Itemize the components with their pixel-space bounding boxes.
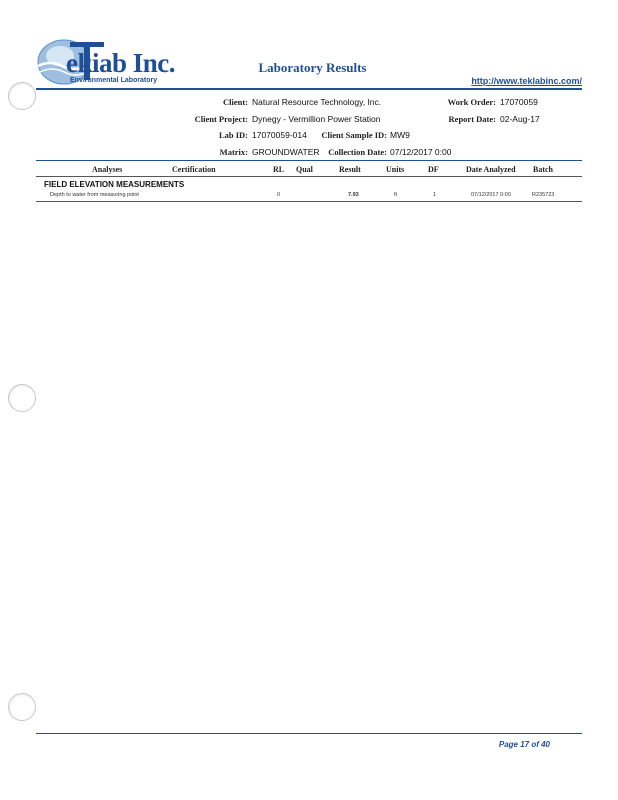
collection-date-label: Collection Date:: [328, 147, 387, 157]
client-sample-id-value: MW9: [390, 130, 410, 140]
column-header-date-analyzed: Date Analyzed: [466, 165, 516, 174]
lab-id-value: 17070059-014: [252, 130, 307, 140]
matrix-value: GROUNDWATER: [252, 147, 320, 157]
matrix-label: Matrix:: [219, 147, 248, 157]
work-order-value: 17070059: [500, 97, 538, 107]
column-header-rule: [36, 160, 582, 161]
company-name: ekiab Inc.: [66, 48, 176, 78]
cell-batch: R235723: [532, 192, 555, 198]
column-header-result: Result: [339, 165, 361, 174]
client-label: Client:: [222, 97, 248, 107]
cell-units: ft: [394, 192, 398, 198]
client-project-label: Client Project:: [194, 114, 248, 124]
section-title: FIELD ELEVATION MEASUREMENTS: [44, 180, 185, 189]
column-header-units: Units: [386, 165, 405, 174]
cell-rl: 0: [277, 192, 281, 198]
report-date-value: 02-Aug-17: [500, 114, 540, 124]
client-sample-id-label: Client Sample ID:: [321, 130, 387, 140]
lab-id-label: Lab ID:: [218, 130, 248, 140]
section-rule: [36, 176, 582, 177]
client-value: Natural Resource Technology, Inc.: [252, 97, 382, 107]
column-header-analyses: Analyses: [92, 165, 123, 174]
company-subtitle: Environmental Laboratory: [70, 77, 158, 84]
column-header-df: DF: [428, 165, 439, 174]
cell-result: 7.93: [348, 192, 359, 198]
header-rule: [36, 88, 582, 90]
footer-rule: [36, 733, 582, 734]
cell-date-analyzed: 07/12/2017 0:00: [471, 192, 511, 198]
work-order-label: Work Order:: [447, 97, 496, 107]
column-header-batch: Batch: [533, 165, 553, 174]
client-project-value: Dynegy - Vermillion Power Station: [252, 114, 381, 124]
column-header-certification: Certification: [172, 165, 216, 174]
website-link[interactable]: http://www.teklabinc.com/: [471, 76, 582, 86]
column-header-qual: Qual: [296, 165, 313, 174]
section-end-rule: [36, 201, 582, 202]
document-title: Laboratory Results: [258, 60, 367, 75]
page-number: Page 17 of 40: [498, 740, 550, 749]
report-date-label: Report Date:: [448, 114, 496, 124]
cell-analyses: Depth to water from measuring point: [50, 192, 139, 198]
column-header-rl: RL: [273, 165, 285, 174]
cell-df: 1: [433, 192, 437, 198]
punch-hole: [8, 693, 36, 721]
collection-date-value: 07/12/2017 0:00: [390, 147, 452, 157]
punch-hole: [8, 384, 36, 412]
